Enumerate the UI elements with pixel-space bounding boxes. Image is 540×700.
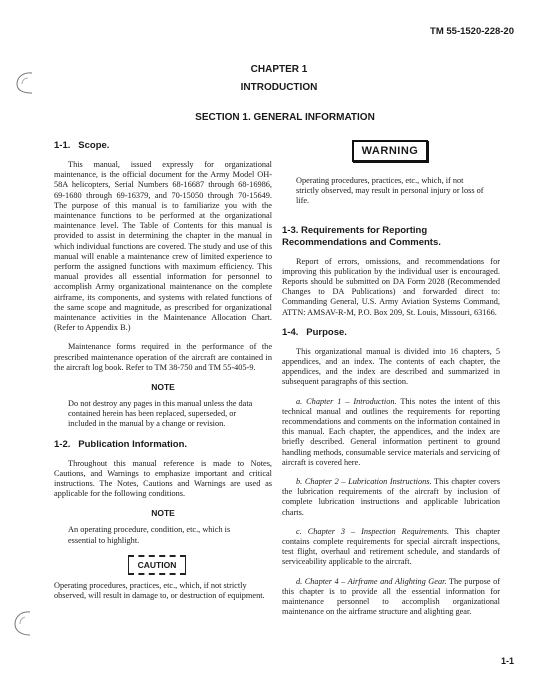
purpose-item-c [282,527,500,568]
chapter-label: CHAPTER 1 [250,64,308,75]
warning-label: WARNING [352,140,428,162]
item-b-text: This chapter covers the lubrication requirements of the aircraft by inclusion of complete lubrication instructions and applicable lubrication charts. [282,477,501,517]
caution-body: Operating procedures, practices, etc., which, if not strictly observed, will result in damage to, or destruction of equipment. [54,580,265,601]
scope-paragraph-2: Maintenance forms required in the performance of the prescribed maintenance operation of the aircraft are contained in the aircraft log book. Refer to TM 38-750 and TM 55-405-9. [54,342,272,372]
note-title-2: NOTE [151,508,175,519]
item-a-text: This notes the intent of this technical manual and outlines the requirements for reporting recommendations and comments on the information contained in this manual. Each chapter, the appendices, and the index are briefly described. General information pertinent to ground handling methods, consumable service materials and servicing of aircraft is covered here. [282,396,500,467]
right-column [282,140,500,627]
note-body-2: An operating procedure, condition, etc., which is essential to highlight. [68,525,231,545]
scope-heading: 1-1. Scope. [54,140,110,151]
publication-paragraph: Throughout this manual reference is made to Notes, Cautions, and Warnings to emphasize important and critical instructions. The Notes, Cautions and Warnings are used as applicable for the following conditions. [54,458,272,499]
item-c-label: c. [296,526,302,536]
item-a-label: a. [296,396,303,406]
note-title-1: NOTE [151,382,175,393]
purpose-item-a [282,397,500,468]
warning-body: Operating procedures, practices, etc., which, if not strictly observed, may result in personal injury or loss of life. [296,176,484,206]
item-c-text: This chapter contains complete requirements for special aircraft inspections, test flight, overhaul and retirement schedule, and standards of serviceability applicable to the aircraft. [282,526,500,567]
purpose-paragraph: This organizational manual is divided into 16 chapters, 5 appendices, and an index. The contents of each chapter, the appendices, and the index are described and summarized in subsequent paragraphs of this section. [282,346,500,387]
item-d-title: Chapter 4 – Airframe and Alighting Gear. [304,576,447,586]
purpose-item-b [282,477,500,518]
purpose-heading: 1-4. Purpose. [282,326,347,338]
item-d-text: The purpose of this chapter is to provide all the essential information for maintenance personnel to accomplish organizational maintenance on the airframe structure and alighting gear. [282,576,500,617]
item-a-title: Chapter 1 – Introduction. [306,396,397,406]
binder-hole-mark-bottom [12,608,34,638]
requirements-paragraph: Report of errors, omissions, and recommendations for improving this publication by the individual user is encouraged. Reports should be submitted on DA Form 2028 (Recommended Changes to DA Publications) and forwarded direct to: Commanding General, U.S. Army Aviation Systems Command, ATTN: AMSAV-R-M, P.O. Box 209, St. Louis, Missouri, 63166. [282,256,500,317]
item-b-label: b. [296,477,303,487]
left-column [54,140,272,610]
requirements-heading: 1-3. Requirements for Reporting Recommendations and Comments. [282,224,441,248]
item-b-title: Chapter 2 – Lubrication Instructions. [304,477,432,487]
scope-paragraph-1: This manual, issued expressly for organizational maintenance, is the official document for the Army Model OH-58A helicopters, Serial Numbers 68-16687 through 68-16986, 69-1680 through 69-16379, and 70-15050 through 70-15649. The purpose of this manual is to familiarize you with the maintenance functions to be performed at the organizational maintenance level. The Table of Contents for this manual is provided to assist in determining the chapter in the manual in which individual functions are covered. The study and use of this manual will enable a maintenance crew of limited experience to perform the assigned functions with maximum efficiency. This manual provides all essential information for personnel to accomplish Army organizational maintenance on the complete airframe, its components, and systems with related functions of the same scope and magnitude, as prescribed for organizational maintenance activities in the Maintenance Allocation Chart. (Refer to Appendix B.) [54,160,272,333]
page-number: 1-1 [500,656,514,666]
note-body-1: Do not destroy any pages in this manual unless the data contained herein has been replaced, superseded, or included in the manual by a change or revision. [68,399,253,429]
item-d-label: d. [296,576,303,586]
publication-heading: 1-2. Publication Information. [54,438,188,450]
purpose-item-d [282,577,500,618]
section-title: SECTION 1. GENERAL INFORMATION [195,112,375,123]
document-id: TM 55-1520-228-20 [430,26,514,37]
caution-label: CAUTION [128,555,186,575]
item-c-title: Chapter 3 – Inspection Requirements. [307,526,450,536]
chapter-title: INTRODUCTION [240,82,318,93]
